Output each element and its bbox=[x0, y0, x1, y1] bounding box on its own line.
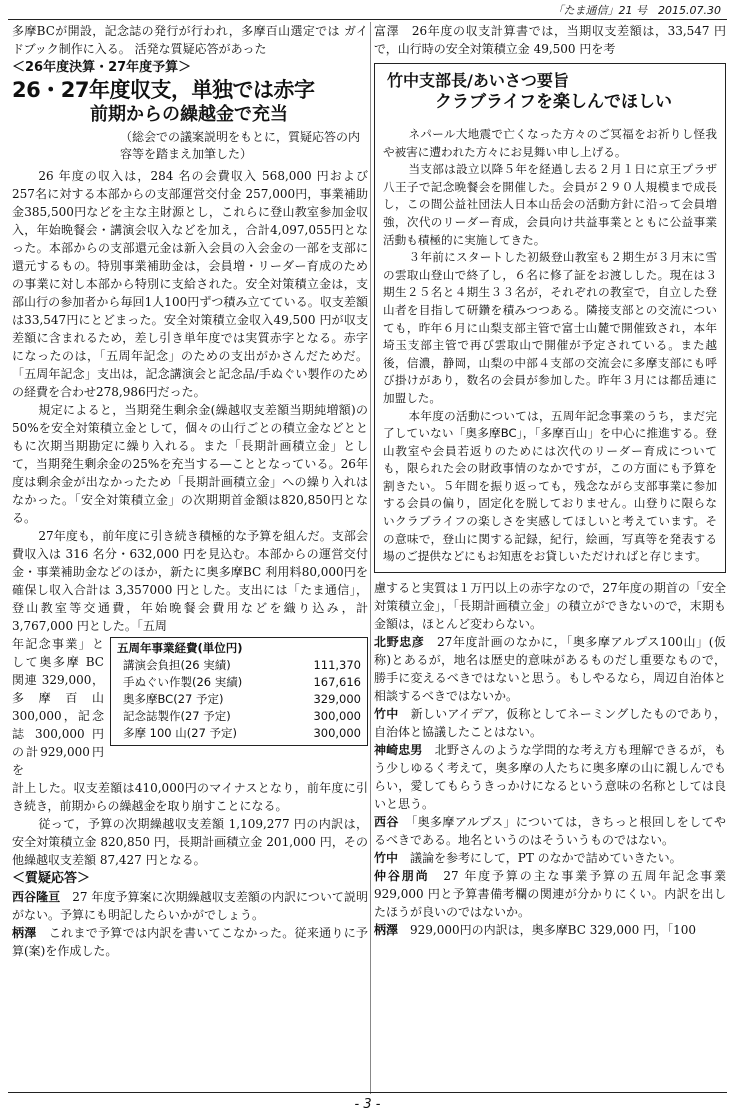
subheadline: 前期からの繰越金で充当 bbox=[90, 104, 288, 125]
expense-row: 記念誌製作(27 予定) 300,000 bbox=[123, 709, 361, 723]
qa-item bbox=[374, 813, 726, 849]
qa-item bbox=[374, 849, 726, 867]
page-number: - 3 - bbox=[354, 1097, 381, 1112]
qa-text: 北野さんのような学問的な考え方も理解できるが，もう少しゆるく考えて，奥多摩の人たちに奥多摩の山に親しんでもらい，愛してもらうきっかけになるという意味の名称としては良いと思う。 bbox=[374, 742, 726, 811]
speaker-name: 柄澤 bbox=[12, 926, 37, 940]
greeting-paragraph: ネパール大地震で亡くなった方々のご冥福をお祈りし怪我や被害に遭われた方々にお見舞い申し上げる。 bbox=[383, 127, 717, 159]
qa-item bbox=[374, 921, 726, 939]
footer-rule bbox=[8, 1092, 727, 1093]
column-divider bbox=[370, 22, 371, 1094]
header-rule bbox=[8, 19, 727, 20]
qa-text: これまで予算では内訳を書いてこなかった。従来通りに予算(案)を作成した。 bbox=[12, 926, 368, 958]
qa-text: 「奥多摩アルプス」については，きちっと根回しをしてやるべきである。地名というのはそういうものではない。 bbox=[374, 814, 726, 847]
right-continuation: 慮すると実質は１万円以上の赤字なので，27年度の期首の「安全対策積立金」，「長期計画積立金」の積立ができないので，末期も金額は，ほとんど変わらない。 bbox=[374, 580, 726, 631]
paragraph-3-wrap: 年記念事業」として奥多摩 BC 関連 329,000，多摩百山 300,000，記念誌 300,000 円の計929,000円を bbox=[12, 637, 104, 777]
paragraph-2: 規定によると，当期発生剰余金(繰越収支差額当期純増額)の50%を安全対策積立金として，個々の山行ごとの積立金などとともに次期当期勘定に繰り入れる。また「長期計画積立金」として，当期発生剰余金の25%を充当する—こととなっている。26年度は剰余金が出なかったため「長期計画積立金」への繰り入れはなかった。「安全対策積立金」の次期期首金額は820,850円となる。 bbox=[12, 403, 368, 525]
greeting-paragraph: 本年度の活動については，五周年記念事業のうち，まだ完了していない「奥多摩BC」，「多摩百山」を中心に推進する。登山教室や会員若返りのためには次代のリーダー育成についても，限られた会の財政事情のなかですが，この方面にも予算を割きたい。５年間を振り返っても，残念ながら支部事業に参加する会員の偏り，固定化を脱しておりません。山登りに限らないクラブライフの楽しさを実感してほしいと考えています。その意味で，登山に関する記録，紀行，絵画，写真等を発表する場のご提供などにもお知恵をお貸しいただければと存じます。 bbox=[383, 408, 717, 564]
speaker-name: 竹中 bbox=[374, 706, 399, 721]
qa-item bbox=[374, 741, 726, 813]
qa-text: 27 年度予算案に次期繰越収支差額の内訳について説明がない。予算にも明記したらいかがでしょう。 bbox=[12, 890, 368, 922]
expense-row: 講演会負担(26 実績) 111,370 bbox=[123, 658, 361, 672]
qa-title: ＜質疑応答＞ bbox=[12, 871, 91, 886]
greeting-subtitle: クラブライフを楽しんでほしい bbox=[435, 92, 672, 112]
intro-text: 多摩BCが開設，記念誌の発行が行われ，多摩百山選定では ガイドブック制作に入る。 活発な質疑応答があった bbox=[12, 24, 368, 56]
qa-item bbox=[12, 888, 368, 924]
greeting-box bbox=[374, 63, 726, 573]
qa-item bbox=[374, 633, 726, 705]
greeting-paragraph: 当支部は設立以降５年を経過し去る２月１日に京王プラザ八王子で記念晩餐会を開催した。会員が２９０人規模まで成長し，この間公益社団法人日本山岳会の活動方針に沿って会員増強，次代のリーダー育成，会員向け共益事業とともに公益事業活動も積極的に実施してきた。 bbox=[383, 162, 717, 247]
speaker-name: 西谷隆亘 bbox=[12, 890, 61, 904]
qa-item bbox=[12, 924, 368, 960]
expense-row: 手ぬぐい作製(26 実績) 167,616 bbox=[123, 675, 361, 689]
publication-header: 「たま通信」21 号 2015.07.30 bbox=[552, 4, 721, 17]
paragraph-4: 従って，予算の次期繰越収支差額 1,109,277 円の内訳は，安全対策積立金 820,850 円，長期計画積立金 201,000 円，その他繰越収支差額 87,427 円となる。 bbox=[12, 817, 368, 867]
expense-table-title: 五周年事業経費(単位円) bbox=[117, 641, 243, 655]
qa-text: 新しいアイデア，仮称としてネーミングしたものであり，自治体と協議したことはない。 bbox=[374, 706, 726, 739]
right-column bbox=[374, 22, 726, 939]
speaker-name: 仲谷朋尚 bbox=[374, 868, 430, 883]
speaker-name: 北野忠彦 bbox=[374, 634, 425, 649]
qa-text: 27 年度予算の主な事業予算の五周年記念事業 929,000 円と予算書備考欄の関連が分かりにくい。内訳を出したほうが良いのではないか。 bbox=[374, 868, 726, 919]
qa-text: 27年度計画のなかに，「奥多摩アルプス100山」(仮称)とあるが，地名は歴史的意味があるものだし重要なもので，勝手に変えるべきではないと思う。もしやるなら，周辺自治体と相談するべきではないか。 bbox=[374, 634, 726, 703]
left-column bbox=[12, 22, 368, 960]
qa-text: 議論を参考にして，PT のなかで詰めていきたい。 bbox=[410, 850, 682, 865]
qa-text: 929,000円の内訳は，奥多摩BC 329,000 円，「100 bbox=[410, 922, 697, 937]
right-top-text: 富澤 26年度の収支計算書では，当期収支差額は，33,547 円で，山行時の安全対策積立金 49,500 円を考 bbox=[374, 24, 726, 56]
qa-item bbox=[374, 867, 726, 921]
paragraph-1: 26 年度の収入は，284 名の会費収入 568,000 円および257名に対する本部からの支部運営交付金 257,000円，事業補助金385,500円などを主な主財源とし，これらに登山教室参加金収入，年始晩餐会・講演会収入などを加え，合計4,097,055円となった。本部からの支部還元金は新入会員の入会金の一部を支部に還元するもの。特別事業補助金は，会員増・リーダー育成のための事業に対し本部から特別に支給された。安全対策積立金は，支部山行の参加者から毎回1人100円ずつ積み立てている。収支差額は33,547円にとどまった。安全対策積立金収入49,500 円が収支差額に含まれるため，差し引き単年度では実質赤字となる。赤字になったのは，「五周年記念」のための支出がかさんだためだ。「五周年記念」支出は，記念講演会と記念品/手ぬぐい製作のための経費を合わせ278,986円だった。 bbox=[12, 169, 368, 399]
expense-row: 奥多摩BC(27 予定) 329,000 bbox=[123, 692, 361, 706]
headline: 26・27年度収支，単独では赤字 bbox=[12, 78, 315, 102]
section-title: ＜26年度決算・27年度予算＞ bbox=[12, 60, 192, 75]
expense-table bbox=[110, 637, 368, 746]
figure-wrap bbox=[12, 635, 368, 779]
speaker-name: 竹中 bbox=[374, 850, 399, 865]
speaker-name: 神崎忠男 bbox=[374, 742, 423, 757]
paragraph-3-tail: 計上した。収支差額は410,000円のマイナスとなり，前年度に引き続き，前期からの繰越金を取り崩すことになる。 bbox=[12, 781, 368, 813]
speaker-name: 西谷 bbox=[374, 814, 399, 829]
speaker-name: 柄澤 bbox=[374, 922, 399, 937]
qa-item bbox=[374, 705, 726, 741]
greeting-paragraph: ３年前にスタートした初級登山教室も２期生が３月末に雪の雲取山登山で終了し，６名に修了証をお渡しした。現在は３期生２５名と４期生３３名が，それぞれの教室で，自立した登山者を目指して研鑽を積みつつある。隣接支部との交流についても，昨年６月に山梨支部主管で富士山麓で開催致され，本年埼玉支部主管で再び雲取山で開催が予定されている。また越後，信濃，静岡，山梨の中部４支部の交流会に多摩支部にも呼び掛けがあり，数名の会員が参加した。昨年３月には都岳連に加盟した。 bbox=[383, 250, 717, 405]
expense-row: 多摩 100 山(27 予定) 300,000 bbox=[123, 726, 361, 740]
editor-note: （総会での議案説明をもとに，質疑応答の内容等を踏まえ加筆した） bbox=[120, 130, 361, 161]
paragraph-3: 27年度も，前年度に引き続き積極的な予算を組んだ。支部会費収入は 316 名分・632,000 円を見込む。本部からの運営交付金・事業補助金などのほか，新たに奥多摩BC 利用料80,000円を確保し収入合計は 3,357000 円とした。支出には「たま通信」，登山教室等交通費，年始晩餐会費用などを織り込み，計 3,767,000 円とした。「五周 bbox=[12, 529, 368, 633]
greeting-title: 竹中支部長/あいさつ要旨 bbox=[387, 71, 569, 90]
